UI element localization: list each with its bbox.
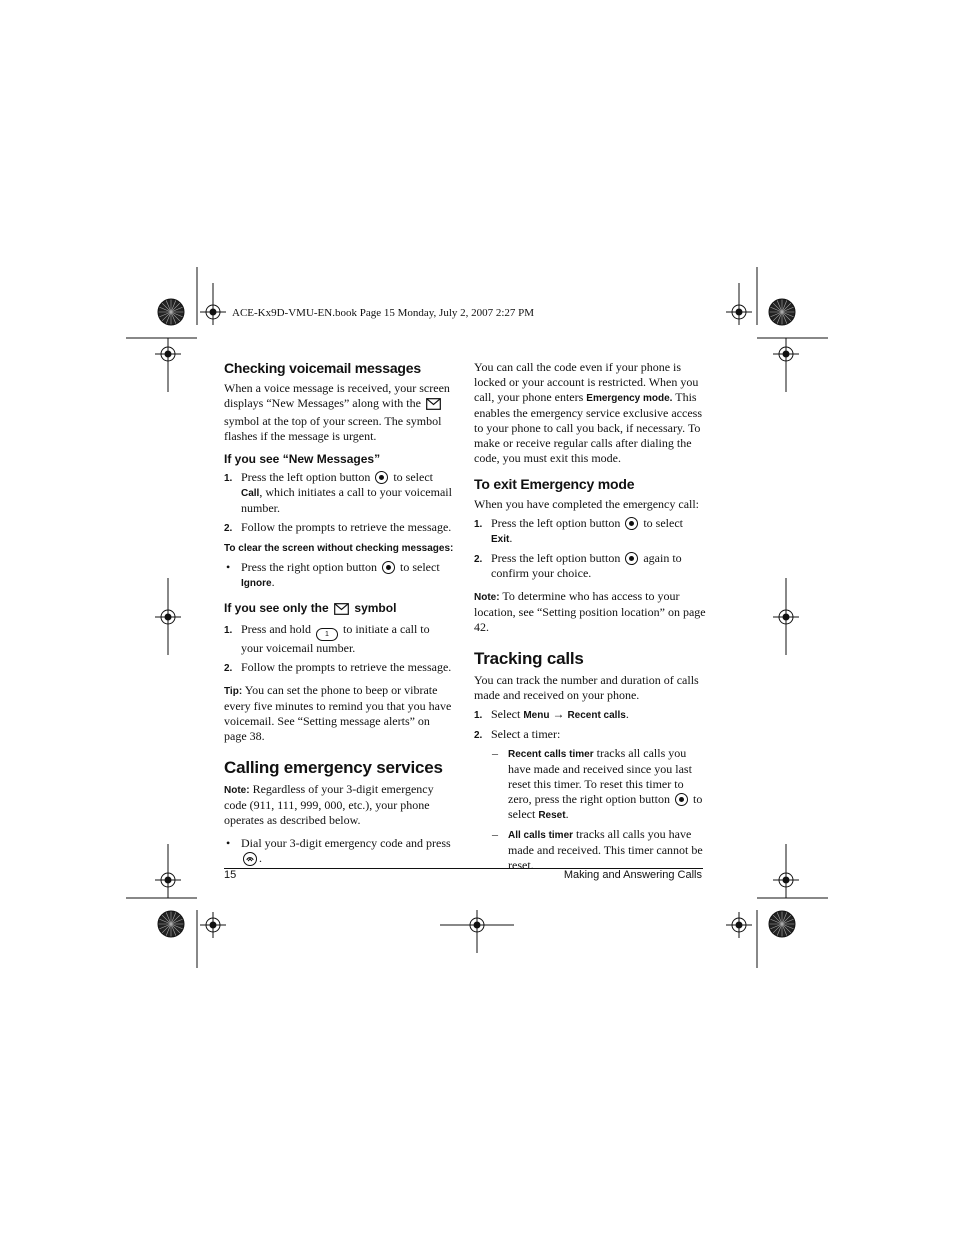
step-text: to select bbox=[393, 470, 433, 484]
tip-text: You can set the phone to beep or vibrate every five minutes to remind you that you have voicemail. See “Setting message alerts” on page 38. bbox=[224, 683, 452, 743]
step-number: 2. bbox=[474, 730, 483, 741]
tracking-calls-heading: Tracking calls bbox=[474, 649, 584, 668]
timer-text: to select bbox=[508, 792, 703, 821]
step-text: . bbox=[625, 707, 629, 721]
emergency-mode-label: Emergency mode. bbox=[586, 393, 673, 404]
exit-option-label: Exit bbox=[491, 534, 510, 545]
tracking-intro: You can track the number and duration of calls made and received on your phone. bbox=[474, 673, 699, 702]
step-text: . bbox=[271, 575, 275, 589]
location-note bbox=[474, 589, 706, 635]
step-text: . bbox=[259, 851, 262, 865]
exit-emergency-heading: To exit Emergency mode bbox=[474, 476, 635, 492]
dash-mark: – bbox=[492, 746, 498, 760]
only-symbol-text-1: If you see only the bbox=[224, 601, 329, 615]
envelope-icon bbox=[426, 398, 441, 414]
section-title: Making and Answering Calls bbox=[563, 869, 702, 881]
list-item bbox=[224, 520, 454, 535]
step-text: Press the right option button bbox=[241, 560, 377, 574]
step-text: Follow the prompts to retrieve the message. bbox=[241, 660, 452, 674]
voicemail-key-icon: 1 bbox=[316, 628, 338, 641]
checking-intro-text-2: symbol at the top of your screen. The symbol flashes if the message is urgent. bbox=[224, 414, 442, 443]
tip-label: Tip: bbox=[224, 686, 243, 697]
step-number: 2. bbox=[224, 523, 233, 534]
step-number: 1. bbox=[224, 625, 233, 636]
call-option-label: Call bbox=[241, 488, 260, 499]
step-number: 2. bbox=[474, 554, 483, 565]
arrow-icon: → bbox=[552, 707, 565, 721]
envelope-icon bbox=[334, 603, 349, 618]
note-text: To determine who has access to your location, see “Setting position location” on page 42. bbox=[474, 589, 706, 634]
step-text: Select bbox=[491, 707, 521, 721]
bullet-mark: • bbox=[226, 836, 231, 850]
right-option-button-icon bbox=[382, 561, 395, 574]
checking-intro-text-1: When a voice message is received, your screen displays “New Messages” along with the bbox=[224, 381, 450, 410]
emergency-note bbox=[224, 782, 454, 828]
step-text: Dial your 3-digit emergency code and press bbox=[241, 836, 451, 850]
step-number: 1. bbox=[474, 519, 483, 530]
dash-mark: – bbox=[492, 827, 498, 841]
talk-key-icon bbox=[243, 852, 257, 866]
timer-text: tracks all calls you have made and received. This timer cannot be reset. bbox=[508, 827, 703, 872]
list-item bbox=[224, 470, 454, 516]
right-column bbox=[474, 360, 706, 877]
step-text: . bbox=[509, 531, 513, 545]
ignore-option-label: Ignore bbox=[241, 578, 272, 589]
list-item bbox=[224, 836, 454, 866]
exit-intro: When you have completed the emergency call: bbox=[474, 497, 700, 511]
step-text: Press the left option button bbox=[491, 516, 621, 530]
list-item bbox=[474, 707, 706, 723]
step-text: Press the left option button bbox=[491, 551, 621, 565]
menu-label: Menu bbox=[523, 710, 550, 721]
left-column bbox=[224, 360, 454, 870]
step-text: to select bbox=[400, 560, 440, 574]
all-calls-timer-label: All calls timer bbox=[508, 830, 574, 841]
bullet-mark: • bbox=[226, 560, 231, 574]
list-item bbox=[224, 560, 454, 591]
emergency-mode-intro bbox=[474, 360, 706, 466]
intro-text-1: You can call the code even if your phone is locked or your account is restricted. When you call, your phone enters bbox=[474, 360, 699, 404]
step-text: again to confirm your choice. bbox=[491, 551, 682, 580]
step-text: to initiate a call to your voicemail number. bbox=[241, 622, 430, 655]
page-number: 15 bbox=[224, 869, 237, 881]
right-option-button-icon bbox=[675, 793, 688, 806]
tip-paragraph bbox=[224, 683, 454, 744]
recent-calls-label: Recent calls bbox=[567, 710, 626, 721]
only-symbol-heading bbox=[224, 601, 454, 618]
note-label: Note: bbox=[224, 785, 250, 796]
list-item bbox=[474, 746, 706, 823]
recent-calls-timer-label: Recent calls timer bbox=[508, 749, 594, 760]
list-item bbox=[224, 622, 454, 656]
step-number: 2. bbox=[224, 663, 233, 674]
note-label: Note: bbox=[474, 592, 500, 603]
step-number: 1. bbox=[224, 473, 233, 484]
list-item bbox=[474, 516, 706, 547]
step-text: Press the left option button bbox=[241, 470, 371, 484]
step-text: Follow the prompts to retrieve the message. bbox=[241, 520, 452, 534]
step-text: Press and hold bbox=[241, 622, 311, 636]
timer-text: . bbox=[565, 807, 569, 821]
step-number: 1. bbox=[474, 710, 483, 721]
step-text: to select bbox=[643, 516, 683, 530]
intro-text-2: This enables the emergency service exclusive access to your phone to call you back, if necessary. To make or receive regular calls after dialing the code, you must exit this mode. bbox=[474, 390, 702, 465]
timer-text: tracks all calls you have made and received since you last reset this timer. To reset this timer to zero, press the right option button bbox=[508, 746, 692, 806]
left-option-button-icon bbox=[625, 517, 638, 530]
list-item bbox=[474, 827, 706, 873]
list-item bbox=[224, 660, 454, 675]
left-option-button-icon bbox=[625, 552, 638, 565]
reset-option-label: Reset bbox=[538, 810, 566, 821]
only-symbol-text-2: symbol bbox=[354, 601, 397, 615]
checking-intro bbox=[224, 381, 454, 444]
step-text: Select a timer: bbox=[491, 727, 561, 741]
book-header: ACE-Kx9D-VMU-EN.book Page 15 Monday, July 2, 2007 2:27 PM bbox=[232, 307, 535, 319]
clear-screen-heading: To clear the screen without checking messages: bbox=[224, 543, 454, 554]
emergency-services-heading: Calling emergency services bbox=[224, 758, 443, 777]
step-text: , which initiates a call to your voicemail number. bbox=[241, 485, 452, 515]
new-messages-heading: If you see “New Messages” bbox=[224, 452, 381, 466]
list-item bbox=[474, 551, 706, 581]
note-text: Regardless of your 3-digit emergency code (911, 111, 999, 000, etc.), your phone operates as described below. bbox=[224, 782, 434, 827]
left-option-button-icon bbox=[375, 471, 388, 484]
list-item bbox=[474, 727, 706, 742]
checking-voicemail-heading: Checking voicemail messages bbox=[224, 360, 421, 376]
